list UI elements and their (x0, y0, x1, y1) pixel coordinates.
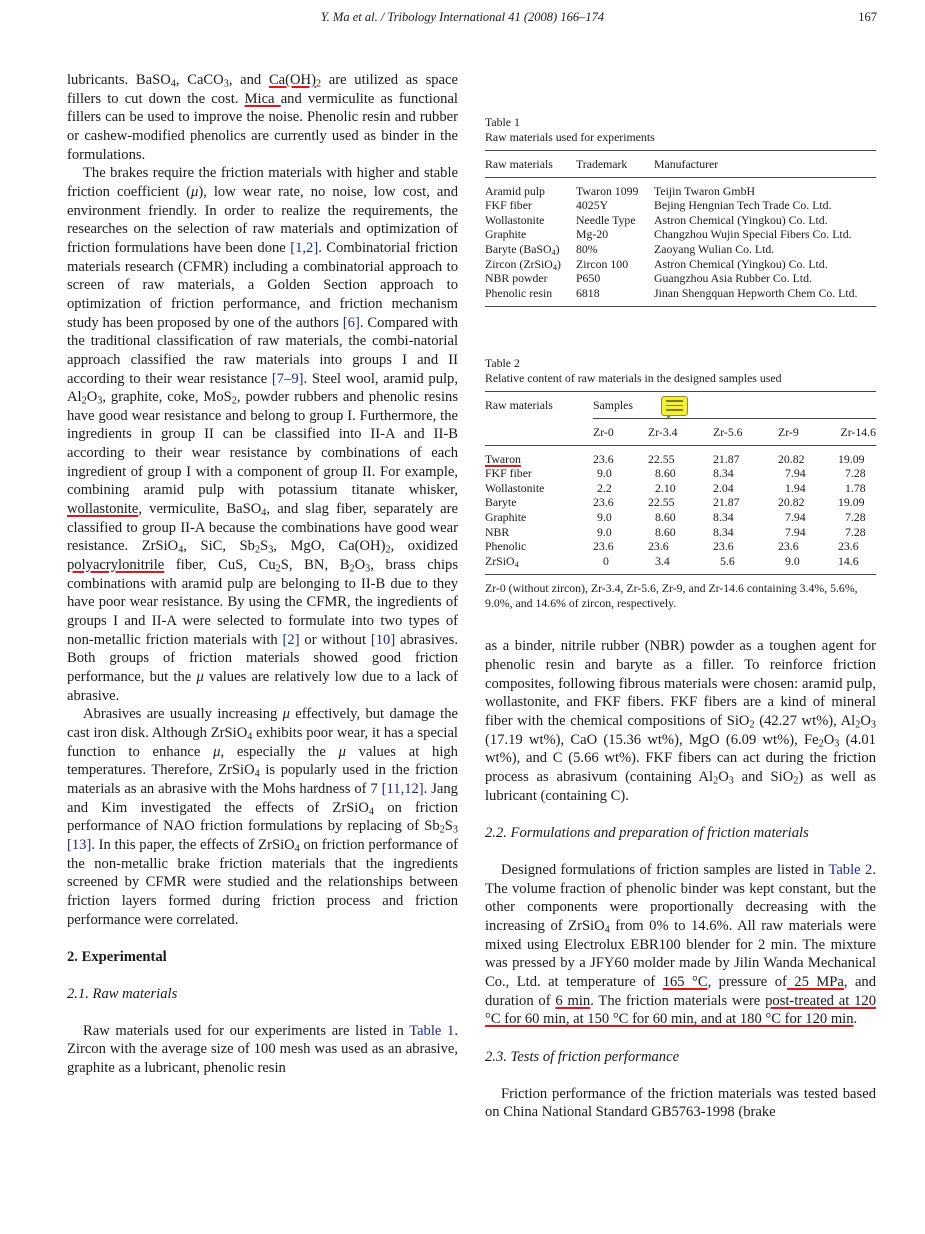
table-row: Wollastonite 2.2 2.10 2.04 1.94 1.78 (485, 480, 866, 495)
column-header: Zr-14.6 (834, 418, 876, 445)
spellcheck-flag[interactable]: wollastonite (67, 501, 139, 518)
paragraph-tests: Friction performance of the friction materials was tested based on China National Standard GB5763-1998 (brake (485, 1085, 876, 1121)
table-caption: Relative content of raw materials in the designed samples used (485, 370, 782, 385)
paragraph-fkf-fibers: as a binder, nitrile rubber (NBR) powder as a toughen agent for phenolic resin and baryte as a filler. To reinforce friction composites, following fibrous materials were chosen: aramid pulp, wollastonite, and FKF fibers. FKF fibers are a kind of mineral fiber with the chemical compositions of SiO$_2$ (42.27 wt%), $Al_2O_3$ (17.19 wt%), CaO (15.36 wt%), MgO (6.09 wt%), $Fe_2O_3$ (4.01 wt%), and C (5.66 wt%). FKF fibers can act during the friction process as abrasivum (containing $Al_2O_3$ and SiO$_2$) as well as lubricant (containing C). (485, 638, 876, 804)
table-caption: Raw materials used for experiments (485, 129, 655, 144)
table-row: Wollastonite Needle Type Astron Chemical (Yingkou) Co. Ltd. (485, 212, 828, 227)
table-1 (485, 115, 876, 307)
table-row: FKF fiber 9.0 8.60 8.34 7.94 7.28 (485, 466, 866, 481)
column-header: Raw materials (485, 398, 553, 413)
sticky-note-icon[interactable] (661, 396, 688, 416)
table-row: NBR powder P650 Guangzhou Asia Rubber Co. Ltd. (485, 271, 812, 286)
table-row: NBR 9.0 8.60 8.34 7.94 7.28 (485, 524, 866, 539)
table-row: Phenolic 23.6 23.6 23.6 23.6 23.6 (485, 539, 859, 554)
column-header: Zr-5.6 (713, 418, 778, 445)
table-row: Twaron 23.6 22.55 21.87 20.82 19.09 (485, 445, 876, 466)
citation-link[interactable]: [1,2] (290, 239, 319, 256)
column-header: Zr-3.4 (648, 418, 713, 445)
spellcheck-flag[interactable]: post-treated at 120 °C for 60 min, at 150 °C for 60 min, and at 180 °C for 120 min (485, 992, 877, 1028)
spellcheck-flag[interactable]: 6 min (555, 992, 591, 1009)
citation-link[interactable]: [2] (282, 631, 300, 648)
table-reference-link[interactable]: Table 1 (409, 1022, 455, 1039)
citation-link[interactable]: [13] (67, 836, 92, 853)
table-row: ZrSiO$_4$ 0 3.4 5.6 9.0 14.6 (485, 553, 859, 569)
table-footnote: Zr-0 (without zircon), Zr-3.4, Zr-5.6, Zr-9, and Zr-14.6 containing 3.4%, 5.6%, 9.0%, and 14.6% of zircon, respectively. (485, 581, 858, 610)
spellcheck-flag[interactable]: polyacrylonitrile (67, 557, 165, 574)
spellcheck-flag[interactable]: 25 MPa (786, 973, 844, 990)
table-label: Table 2 (485, 356, 520, 371)
citation-link[interactable]: [7–9] (271, 370, 304, 387)
column-header: Manufacturer (654, 157, 719, 171)
running-title: Y. Ma et al. / Tribology International 41 (2008) 166–174 (320, 10, 605, 24)
spellcheck-flag[interactable]: Mica (244, 90, 281, 107)
left-column (67, 71, 458, 1077)
running-header (0, 10, 925, 28)
table-row: Zircon (ZrSiO$_4$) Zircon 100 Astron Chemical (Yingkou) Co. Ltd. (485, 256, 828, 272)
paragraph-raw-materials: Raw materials used for our experiments are listed in Table 1. Zircon with the average size of 100 mesh was used as an abrasive, graphite as a lubricant, phenolic resin (67, 1022, 458, 1076)
table-row: Aramid pulp Twaron 1099 Teijin Twaron GmbH (485, 177, 876, 198)
table-row: Phenolic resin 6818 Jinan Shengquan Hepworth Chem Co. Ltd. (485, 285, 858, 300)
column-header: Zr-9 (778, 418, 834, 445)
table-label: Table 1 (485, 115, 520, 129)
table-row: Baryte 23.6 22.55 21.87 20.82 19.09 (485, 495, 865, 510)
column-header: Trademark (576, 157, 628, 171)
spellcheck-flag[interactable]: Twaron (485, 451, 521, 466)
table-row: Graphite Mg-20 Changzhou Wujin Special Fibers Co. Ltd. (485, 227, 852, 242)
paragraph-cfmr: The brakes require the friction materials with higher and stable friction coefficient (μ), low wear rate, no noise, low cost, and environment friendly. In order to realize the requirements, the researches on the selection of raw materials and optimization of friction formulations have been done [1,2]. Combinatorial friction materials research (CFMR) including a combinatorial approach to screen of raw materials, a Golden Section approach to optimization of friction performance, and friction mechanism study has been proposed by one of the authors [6]. Compared with the traditional classification of raw materials, the combi-natorial approach classified the raw materials into groups I and II according to their wear resistance [7–9]. Steel wool, aramid pulp, $Al_2O_3$, graphite, coke, MoS$_2$, powder rubbers and phenolic resins have good wear resistance and belong to group I. Furthermore, the ingredients in group II can be classified into II-A and II-B according to their wear resistance by combinations of each ingredient of group I with a component of group II. For example, combining aramid pulp with potassium titanate whisker, wollastonite, vermiculite, BaSO$_4$, and slag fiber, separately are classified to group II-A because the combinations have good wear resistance. ZrSiO$_4$, SiC, $Sb_2S_3$, MgO, $Ca(OH)_2$, oxidized polyacrylonitrile fiber, CuS, $Cu_2S$, BN, $B_2O_3$, brass chips combinations with aramid pulp are belonging to II-B due to they have poor wear resistance. By using the CFMR, the ingredients of groups I and II-A were selected to formulate into two types of non-metallic friction materials with [2] or without [10] abrasives. Both groups of friction materials showed good friction performance, but the μ values are relatively low due to a lack of abrasive. (67, 165, 459, 704)
column-group-header: Samples (593, 398, 633, 413)
table-2 (485, 356, 876, 610)
citation-link[interactable]: [10] (370, 631, 396, 648)
subsection-heading-tests: 2.3. Tests of friction performance (485, 1048, 680, 1065)
table-row: Graphite 9.0 8.60 8.34 7.94 7.28 (485, 509, 866, 524)
subsection-heading-raw-materials: 2.1. Raw materials (67, 985, 178, 1002)
column-header: Raw materials (485, 157, 553, 171)
sample-composition-table (485, 391, 876, 575)
table-subheader-row (485, 418, 876, 445)
column-header: Zr-0 (593, 418, 648, 445)
table-header-row (485, 151, 876, 178)
table-reference-link[interactable]: Table 2 (828, 862, 873, 879)
citation-link[interactable]: [11,12] (381, 780, 424, 797)
citation-link[interactable]: [6] (342, 314, 360, 331)
spellcheck-flag[interactable]: 165 °C (662, 973, 708, 990)
table-row: Baryte (BaSO$_4$) 80% Zaoyang Wulian Co. Ltd. (485, 241, 775, 258)
paragraph-abrasives: Abrasives are usually increasing μ effectively, but damage the cast iron disk. Although ZrSiO$_4$ exhibits poor wear, it has a special function to enhance μ, especially the μ values at high temperatures. Therefore, ZrSiO$_4$ is popularly used in the friction materials as an abrasive with the Mohs hardness of 7 [11,12]. Jang and Kim investigated the effects of ZrSiO$_4$ on friction performance of NAO friction formulations by replacing of $Sb_2S_3$ [13]. In this paper, the effects of ZrSiO$_4$ on friction performance of the non-metallic brake friction materials that the ingredients screened by CFMR were studied and the relationships between friction layers formed during friction process and friction performance were correlated. (67, 706, 459, 928)
paragraph-fillers: lubricants. BaSO$_4$, CaCO$_3$, and $Ca(OH)_2$ are utilized as space fillers to cut down the cost. Mica and vermiculite as functional fillers can be used to improve the noise. Phenolic resin and rubber or cashew-modified phenolics are currently used as binder in the formulations. (67, 72, 458, 163)
page-number: 167 (858, 10, 877, 24)
section-heading-experimental: 2. Experimental (67, 949, 167, 966)
right-column (485, 71, 876, 1122)
spellcheck-flag[interactable]: $Ca(OH)_2$ (268, 72, 322, 90)
paragraph-formulations: Designed formulations of friction samples are listed in Table 2. The volume fraction of phenolic binder was kept constant, but the other components were proportionally decreasing with the increasing of ZrSiO$_4$ from 0% to 14.6%. All raw materials were mixed using Electrolux EBR100 blender for 2 min. The mixture was pressed by a JFY60 molder made by Jilin Wanda Mechanical Co., Ltd. at temperature of 165 °C, pressure of 25 MPa, and duration of 6 min. The friction materials were post-treated at 120 °C for 60 min, at 150 °C for 60 min, and at 180 °C for 120 min. (485, 862, 877, 1028)
table-row: FKF fiber 4025Y Bejing Hengnian Tech Trade Co. Ltd. (485, 198, 832, 213)
raw-materials-table (485, 150, 876, 307)
subsection-heading-formulations: 2.2. Formulations and preparation of friction materials (485, 825, 809, 842)
